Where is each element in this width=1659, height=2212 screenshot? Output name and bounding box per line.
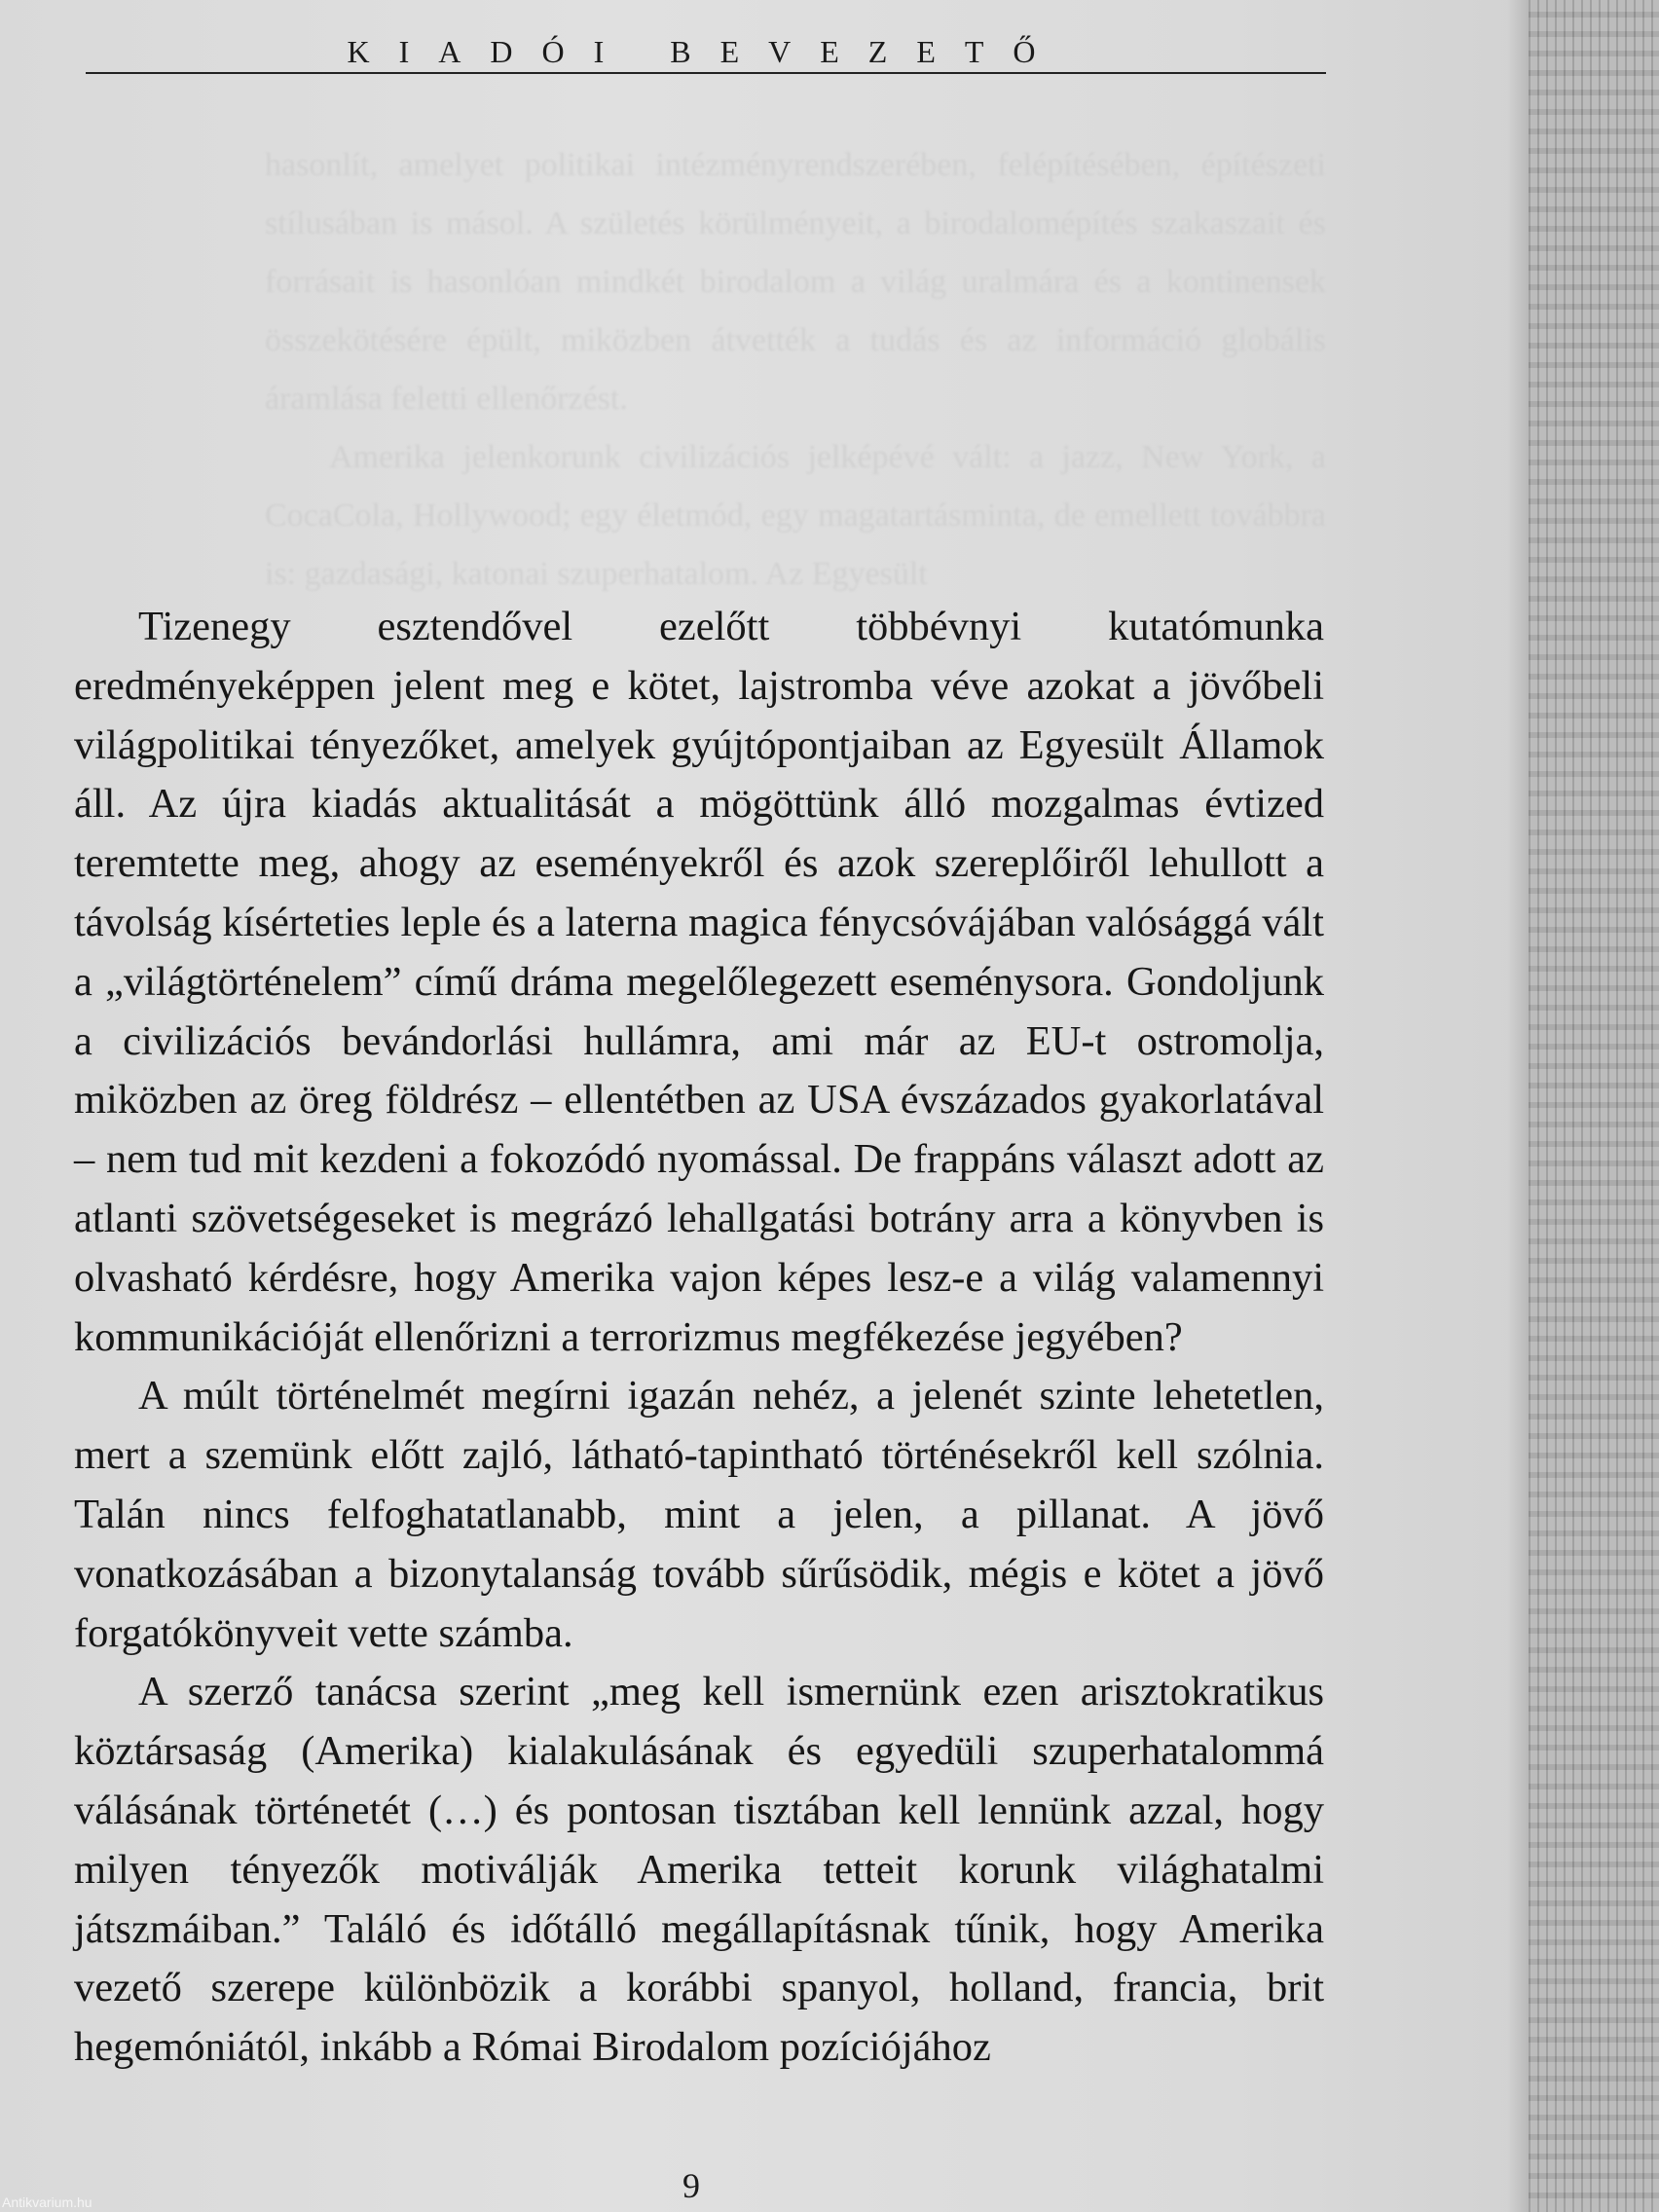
bleed-through-paragraph: Amerika jelenkorunk civilizációs jelképévé vált: a jazz, New York, a CocaCola, Hollywood; egy életmód, egy magatartásminta, de emellett továbbra is: gazdasági, katonai szuperhatalom. Az Egyesült (265, 439, 1326, 592)
paragraph: Tizenegy esztendővel ezelőtt többévnyi kutatómunka eredményeképpen jelent meg e kötet, lajstromba véve azokat a jövőbeli világpolitikai tényezőket, amelyek gyújtópontjaiban az Egyesült Államok áll. Az újra kiadás aktualitását a mögöttünk álló mozgalmas évtized teremtette meg, ahogy az eseményekről és azok szereplőiről lehullott a távolság kísérteties leple és a laterna magica fénycsóvájában valósággá vált a „világtörténelem” című dráma megelőlegezett eseménysora. Gondoljunk a civilizációs bevándorlási hullámra, ami már az EU-t ostromolja, miközben az öreg földrész – ellentétben az USA évszázados gyakorlatával – nem tud mit kezdeni a fokozódó nyomással. De frappáns választ adott az atlanti szövetségeseket is megrázó lehallgatási botrány arra a könyvben is olvasható kérdésre, hogy Amerika vajon képes lesz-e a világ valamennyi kommunikációját ellenőrizni a terrorizmus megfékezése jegyében? (74, 604, 1324, 1360)
page-number: 9 (682, 2166, 700, 2205)
page-edge-shadow (1507, 0, 1529, 2212)
bleed-through-text (265, 136, 1326, 604)
body-text (74, 598, 1324, 2078)
book-edge-texture (1529, 0, 1659, 2212)
header-rule (86, 72, 1326, 74)
book-edge-background (1529, 0, 1659, 2212)
paragraph: A múlt történelmét megírni igazán nehéz, a jelenét szinte lehetetlen, mert a szemünk előtt zajló, látható-tapintható történésekről kell szólnia. Talán nincs felfoghatatlanabb, mint a jelen, a pillanat. A jövő vonatkozásában a bizonytalanság tovább sűrűsödik, mégis e kötet a jövő forgatókönyveit vette számba. (74, 1373, 1324, 1656)
bleed-through-paragraph: hasonlít, amelyet politikai intézményrendszerében, felépítésében, építészeti stílusában is másol. A születés körülményeit, a birodalomépítés szakaszait és forrásait is hasonlóan mindkét birodalom a világ uralmára és a kontinensek összekötésére épült, miközben átvették a tudás és az információ globális áramlása feletti ellenőrzést. (265, 147, 1326, 417)
running-head: KIADÓI BEVEZETŐ (347, 34, 1065, 69)
watermark: Antikvarium.hu (2, 2194, 92, 2210)
paragraph: A szerző tanácsa szerint „meg kell ismernünk ezen arisztokratikus köztársaság (Amerika) kialakulásának és egyedüli szuperhatalommá válásának történetét (…) és pontosan tisztában kell lennünk azzal, hogy milyen tényezők motiválják Amerika tetteit korunk világhatalmi játszmáiban.” Találó és időtálló megállapításnak tűnik, hogy Amerika vezető szerepe különbözik a korábbi spanyol, holland, francia, brit hegemóniától, inkább a Római Birodalom pozíciójához (74, 1669, 1324, 2071)
